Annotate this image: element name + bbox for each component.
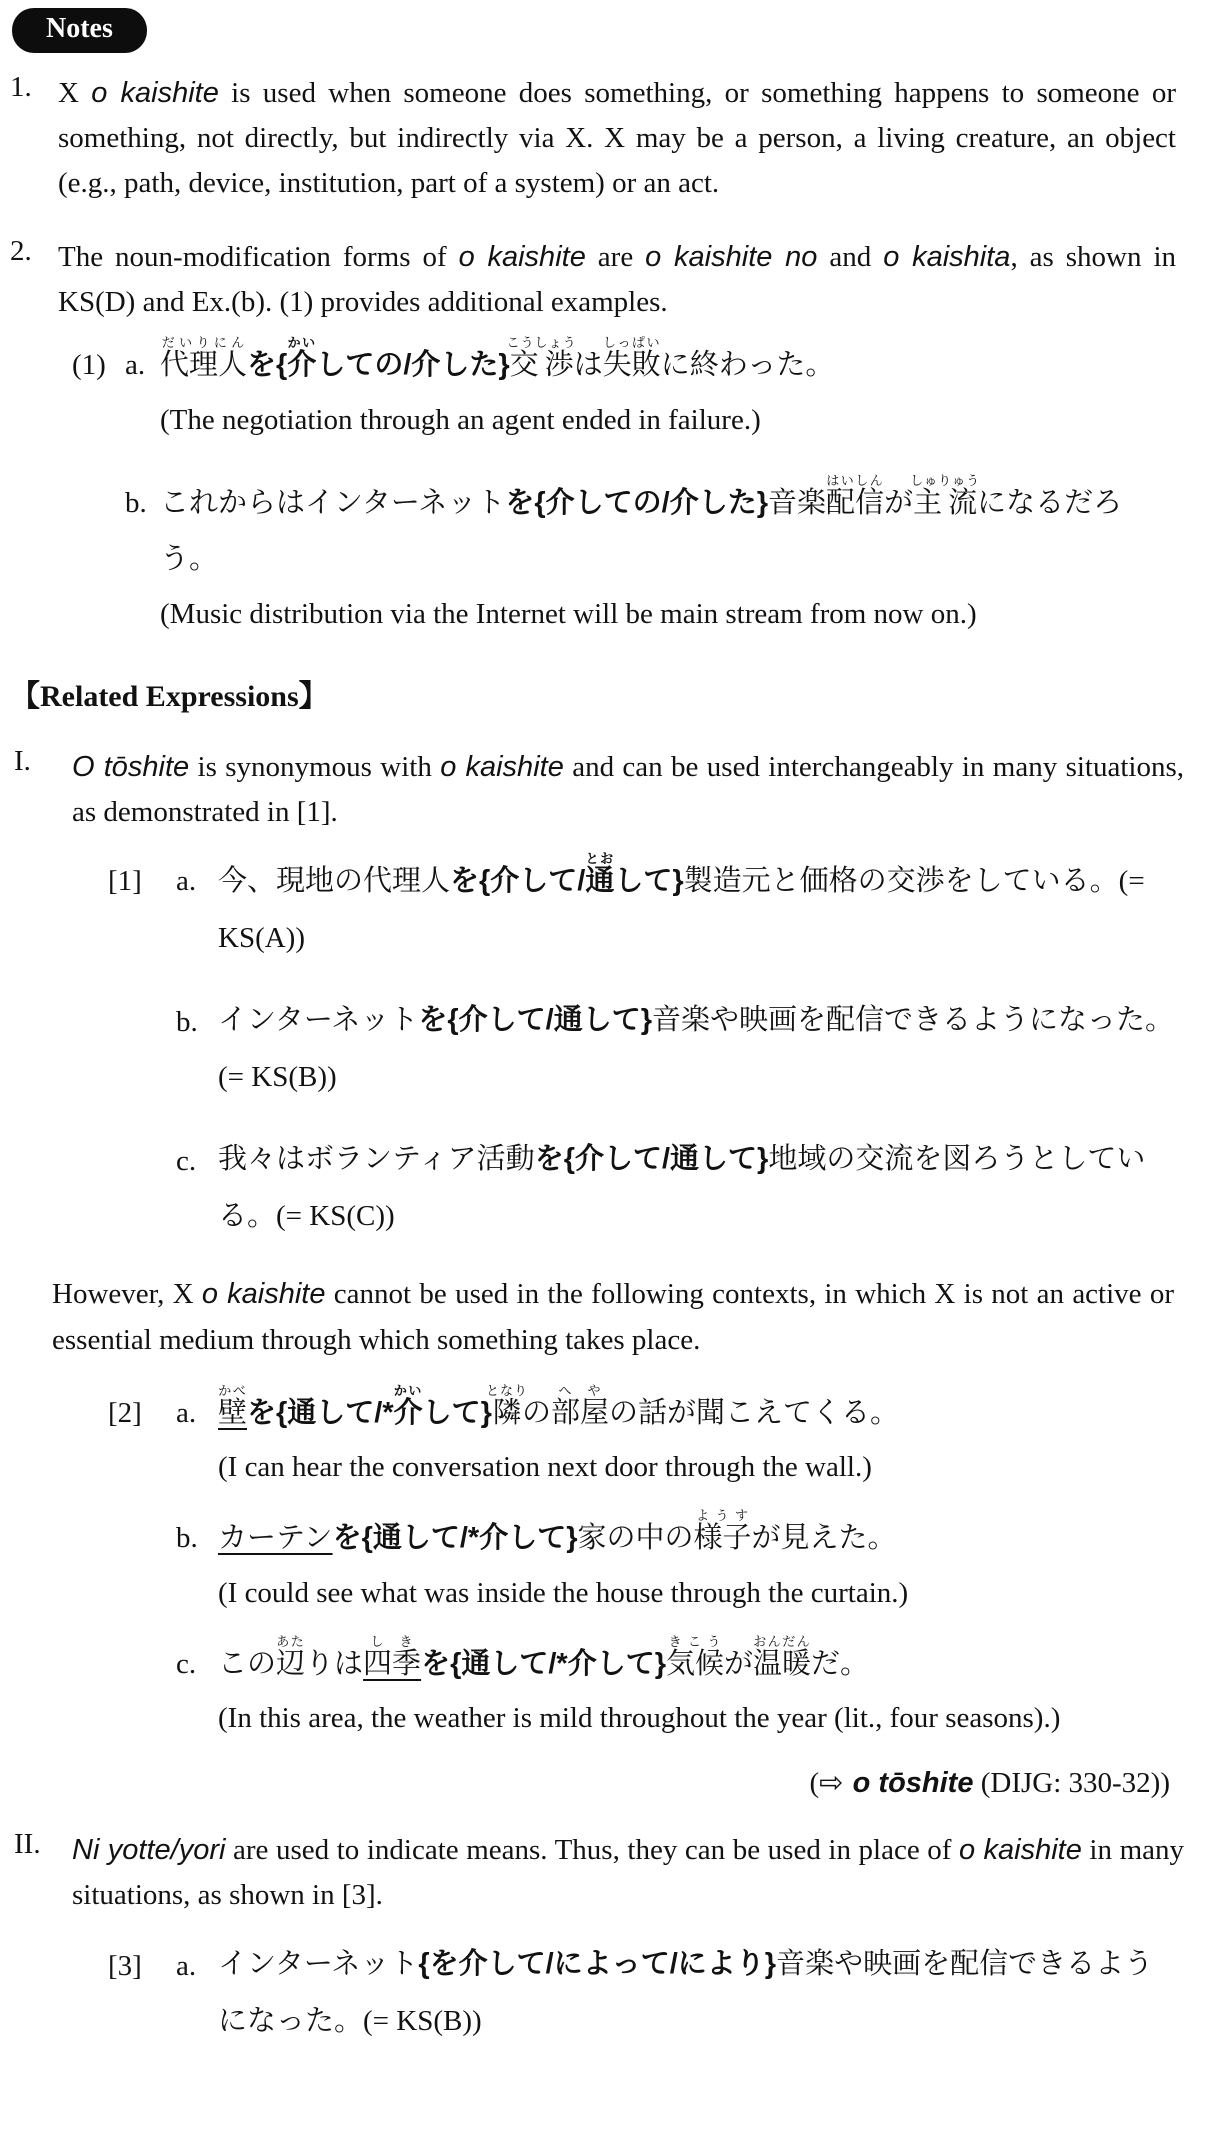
example-letter: a. xyxy=(125,349,146,382)
japanese-sentence xyxy=(160,335,1170,394)
example-letter: b. xyxy=(176,1006,198,1039)
ruby-text-segment: 介かい xyxy=(393,1382,423,1429)
text-segment: この xyxy=(218,1647,277,1680)
text-segment: (DIJG: 330-32)) xyxy=(973,1767,1170,1800)
english-translation xyxy=(160,398,1140,443)
example-bracket1-b xyxy=(8,992,1180,1105)
notes-badge xyxy=(12,8,147,53)
example-bracket1-c xyxy=(8,1131,1180,1244)
text-segment: 音楽や映画を配信できるようになった。(= KS(B)) xyxy=(218,1004,1175,1093)
related-section-2 xyxy=(8,1827,1184,1918)
example-body xyxy=(218,1634,1180,1741)
text-segment: Ni yotte/yori xyxy=(72,1833,226,1866)
example-body xyxy=(218,851,1180,966)
example-bracket2-b xyxy=(8,1508,1180,1615)
japanese-sentence xyxy=(218,851,1180,966)
text-segment: を{ xyxy=(247,349,288,382)
example-bracket3-a xyxy=(8,1936,1180,2049)
text-segment: が xyxy=(884,486,914,519)
note-number: 2. xyxy=(10,234,32,267)
note-number: 1. xyxy=(10,71,32,103)
text-segment: o kaishite xyxy=(458,240,586,273)
section-text xyxy=(72,745,1184,835)
example-body xyxy=(160,473,1180,637)
text-segment: インターネット xyxy=(218,1004,419,1037)
text-segment: (I could see what was inside the house through the curtain.) xyxy=(218,1576,909,1609)
section-number: II. xyxy=(14,1827,41,1860)
example-group-label: [2] xyxy=(108,1396,142,1429)
text-segment: o kaishita xyxy=(883,240,1011,273)
ruby-text-segment: 介かい xyxy=(287,335,317,382)
ruby-text-segment: 交渉こうしょう xyxy=(506,335,577,382)
ruby-text-segment: 四季しき xyxy=(363,1633,422,1680)
text-segment: だ。 xyxy=(811,1647,870,1680)
example-body xyxy=(218,992,1180,1105)
text-segment: cannot be used in the following contexts, in which X is not an active or essential medium through which something takes place. xyxy=(52,1278,1175,1356)
text-segment: The noun-modification forms of xyxy=(58,240,459,273)
example-letter: a. xyxy=(176,865,197,898)
text-segment: 今、現地の代理人 xyxy=(218,865,451,898)
text-segment: are used to indicate means. Thus, they can be used in place of xyxy=(225,1833,960,1866)
text-segment: を{通して/*介して} xyxy=(332,1522,578,1555)
english-translation xyxy=(218,1445,1180,1490)
text-segment: o kaishite no xyxy=(645,240,818,273)
note-item-1 xyxy=(8,71,1180,207)
ruby-text-segment: 様子ようす xyxy=(693,1508,752,1555)
text-segment: However, X xyxy=(52,1278,202,1311)
text-segment: を{通して/*介して} xyxy=(421,1647,666,1680)
english-translation xyxy=(218,1696,1180,1741)
example-letter: b. xyxy=(125,486,147,519)
text-segment: 製造元と価格の交渉をしている。(= KS(A)) xyxy=(218,865,1145,954)
japanese-sentence xyxy=(218,1634,1180,1693)
japanese-sentence xyxy=(218,1936,1180,2049)
text-segment: を{通して/* xyxy=(247,1396,394,1429)
text-segment: を{介して/通して} xyxy=(534,1143,769,1176)
text-segment: is synonymous with xyxy=(189,750,441,783)
related-expressions-header: 【Related Expressions】 xyxy=(10,679,329,713)
text-segment: (I can hear the conversation next door through the wall.) xyxy=(218,1451,872,1484)
example-letter: a. xyxy=(176,1396,197,1429)
example-1a xyxy=(8,335,1180,442)
cross-reference xyxy=(8,1761,1180,1806)
text-segment: {を介して/によって/により} xyxy=(418,1948,777,1981)
text-segment: の話が聞こえてくる。 xyxy=(609,1396,900,1429)
english-translation xyxy=(218,1571,1180,1616)
text-segment: , as shown in KS(D) and Ex.(b). (1) provides additional examples. xyxy=(58,240,1177,318)
ruby-text-segment: 温暖おんだん xyxy=(753,1633,812,1680)
text-segment: 地域の交流を図ろうとしている。(= KS(C)) xyxy=(218,1143,1146,1232)
text-segment: を{介して/ xyxy=(450,865,586,898)
note-text xyxy=(58,71,1176,207)
text-segment: しての/介した} xyxy=(316,349,510,382)
example-body xyxy=(218,1508,1180,1615)
related-section-1 xyxy=(8,744,1185,835)
text-segment: o kaishite xyxy=(959,1833,1082,1866)
text-segment: in many situations, as shown in [3]. xyxy=(72,1833,1184,1912)
example-body xyxy=(218,1131,1180,1244)
section-number: I. xyxy=(14,744,31,777)
text-segment: is used when someone does something, or something happens to someone or something, not directly, but indirectly via X. X may be a person, a living creature, an object (e.g., path, device, institution, part of a system) or an act. xyxy=(58,77,1177,200)
japanese-sentence xyxy=(218,1131,1180,1244)
ruby-text-segment: 配信はいしん xyxy=(826,472,885,519)
example-bracket2-a xyxy=(8,1383,1180,1490)
text-segment: o kaishite xyxy=(91,77,219,109)
example-letter: c. xyxy=(176,1647,197,1680)
example-letter: c. xyxy=(176,1145,197,1178)
note-item-2 xyxy=(8,235,1180,325)
ruby-text-segment: 部屋へや xyxy=(551,1382,610,1429)
text-segment: o kaishite xyxy=(440,750,564,783)
japanese-sentence xyxy=(218,1383,1180,1442)
text-segment: の xyxy=(521,1396,551,1429)
text-segment: ⇨ xyxy=(819,1765,853,1800)
text-segment: are xyxy=(585,240,646,273)
text-segment: これからはインターネット xyxy=(160,486,506,519)
example-group-label: [1] xyxy=(108,865,142,898)
text-segment: りは xyxy=(305,1647,364,1680)
section-text xyxy=(72,1828,1184,1918)
text-segment: に終わった。 xyxy=(660,349,835,382)
example-bracket1-a xyxy=(8,851,1180,966)
japanese-sentence xyxy=(218,992,1180,1105)
example-body xyxy=(160,335,1180,442)
text-segment: 音楽や映画を配信できるようになった。(= KS(B)) xyxy=(218,1948,1154,2037)
ruby-text-segment: 主流しゅりゅう xyxy=(910,472,981,519)
text-segment: インターネット xyxy=(218,1948,419,1981)
text-segment: ( xyxy=(809,1767,820,1800)
text-segment: and can be used interchangeably in many situations, as demonstrated in [1]. xyxy=(72,750,1185,828)
note-text xyxy=(58,235,1176,325)
ruby-text-segment: 代理人だいりにん xyxy=(160,335,248,382)
text-segment: (Music distribution via the Internet will be main stream from now on.) xyxy=(160,597,977,630)
japanese-sentence xyxy=(218,1508,1180,1567)
text-segment: (The negotiation through an agent ended in failure.) xyxy=(160,403,761,436)
text-segment: を{介して/通して} xyxy=(418,1004,653,1037)
text-segment: になるだろう。 xyxy=(160,486,1123,576)
english-translation xyxy=(160,592,1140,637)
ruby-text-segment: 通とお xyxy=(585,851,615,898)
example-body xyxy=(218,1936,1180,2049)
ruby-text-segment: 隣となり xyxy=(485,1382,528,1429)
text-segment: and xyxy=(817,240,884,273)
ruby-text-segment: 失敗しっぱい xyxy=(602,335,661,382)
text-segment: O tōshite xyxy=(72,750,190,783)
text-segment: して} xyxy=(422,1396,492,1429)
example-group-label: [3] xyxy=(108,1950,142,1983)
text-segment: 音楽 xyxy=(768,486,827,519)
text-segment: 我々はボランティア活動 xyxy=(218,1143,535,1176)
text-segment: して} xyxy=(614,865,684,898)
text-segment: は xyxy=(573,349,603,382)
example-group-label: (1) xyxy=(72,349,106,382)
ruby-text-segment: 気候きこう xyxy=(665,1633,724,1680)
example-1b xyxy=(8,473,1180,637)
text-segment: カーテン xyxy=(218,1522,333,1555)
text-segment: X xyxy=(58,77,92,109)
text-segment: が xyxy=(724,1647,754,1680)
ruby-text-segment: 辺あた xyxy=(276,1633,306,1680)
text-segment: (In this area, the weather is mild throughout the year (lit., four seasons).) xyxy=(218,1702,1061,1735)
text-segment: o tōshite xyxy=(852,1767,974,1800)
example-body xyxy=(218,1383,1180,1490)
text-segment: 家の中の xyxy=(577,1522,694,1555)
japanese-sentence xyxy=(160,473,1170,588)
however-paragraph xyxy=(52,1272,1174,1362)
text-segment: が見えた。 xyxy=(751,1522,897,1555)
text-segment: を{介しての/介した} xyxy=(505,486,769,519)
example-bracket2-c xyxy=(8,1634,1180,1741)
example-letter: b. xyxy=(176,1522,198,1555)
notes-badge-label: Notes xyxy=(46,13,113,44)
example-letter: a. xyxy=(176,1950,197,1983)
text-segment: o kaishite xyxy=(201,1278,326,1311)
ruby-text-segment: 壁かべ xyxy=(218,1382,248,1429)
